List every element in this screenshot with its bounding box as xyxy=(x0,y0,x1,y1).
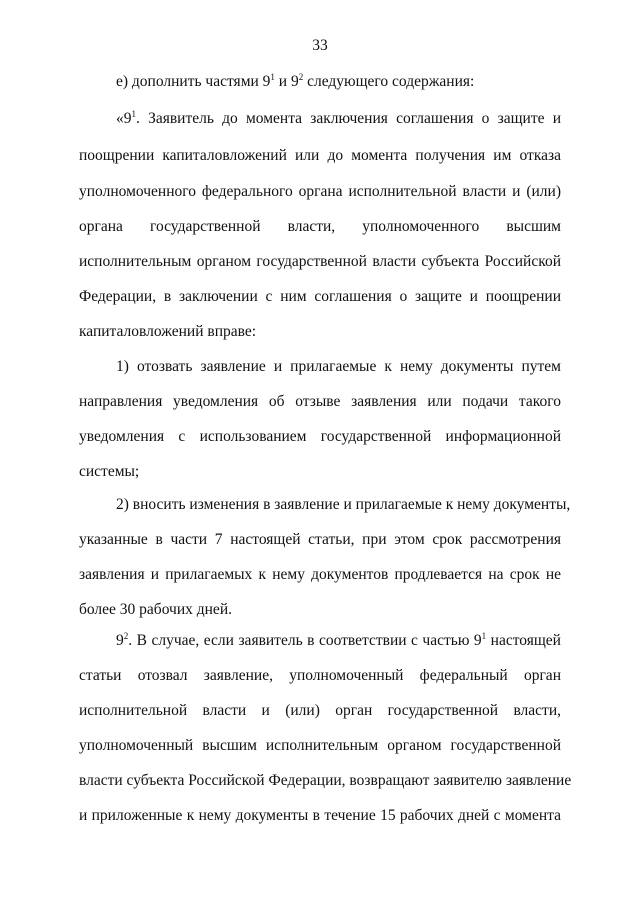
item-1-line: направления уведомления об отзыве заявления или подачи такого xyxy=(79,393,561,410)
item-2-first-line: 2) вносить изменения в заявление и прилагаемые к нему документы, xyxy=(116,496,571,513)
part-9-1-line-last: капиталовложений вправе: xyxy=(79,323,257,340)
intro-text-b: и 9 xyxy=(274,73,299,90)
intro-line xyxy=(116,72,561,92)
part-9-2-number: 9 xyxy=(116,632,124,649)
part-9-2-heading xyxy=(116,631,561,651)
intro-text-a: е) дополнить частями 9 xyxy=(116,73,271,90)
item-2-line: указанные в части 7 настоящей статьи, при этом срок рассмотрения xyxy=(79,531,561,548)
page-number: 33 xyxy=(312,37,328,54)
part-9-1-line: поощрении капиталовложений или до момента получения им отказа xyxy=(79,147,561,164)
part-9-1-line: уполномоченного федерального органа исполнительной власти и (или) xyxy=(79,183,561,200)
part-9-1-line: органа государственной власти, уполномоченного высшим xyxy=(79,218,561,235)
part-9-2-ref-sup: 1 xyxy=(481,631,487,641)
item-1-line: уведомления с использованием государственной информационной xyxy=(79,428,561,445)
part-9-2-line: статьи отозвал заявление, уполномоченный федеральный орган xyxy=(79,667,561,684)
part-9-1-heading-text: . Заявитель до момента заключения соглашения о защите и xyxy=(136,110,561,127)
intro-sup-b: 2 xyxy=(298,72,304,82)
part-9-1-number: «9 xyxy=(116,110,132,127)
part-9-2-heading-tail: настоящей xyxy=(486,632,561,649)
intro-sup-a: 1 xyxy=(270,72,275,82)
part-9-2-line: и приложенные к нему документы в течение 15 рабочих дней с момента xyxy=(79,807,561,824)
part-9-2-heading-text: . В случае, если заявитель в соответствии с частью 9 xyxy=(128,632,482,649)
item-1-line-last: системы; xyxy=(79,463,140,480)
part-9-2-line: власти субъекта Российской Федерации, возвращают заявителю заявление xyxy=(79,772,572,789)
part-9-1-sup: 1 xyxy=(131,109,136,119)
item-1-first-line: 1) отозвать заявление и прилагаемые к нему документы путем xyxy=(116,358,561,375)
part-9-1-heading xyxy=(116,109,561,129)
part-9-2-sup: 2 xyxy=(123,631,129,641)
part-9-1-line: Федерации, в заключении с ним соглашения о защите и поощрении xyxy=(79,288,561,305)
part-9-2-line: уполномоченный высшим исполнительным органом государственной xyxy=(79,737,561,754)
intro-text-c: следующего содержания: xyxy=(303,73,475,90)
item-2-line-last: более 30 рабочих дней. xyxy=(79,601,232,618)
part-9-2-line: исполнительной власти и (или) орган государственной власти, xyxy=(79,702,561,719)
part-9-1-line: исполнительным органом государственной власти субъекта Российской xyxy=(79,253,561,270)
item-2-line: заявления и прилагаемых к нему документов продлевается на срок не xyxy=(79,566,561,583)
